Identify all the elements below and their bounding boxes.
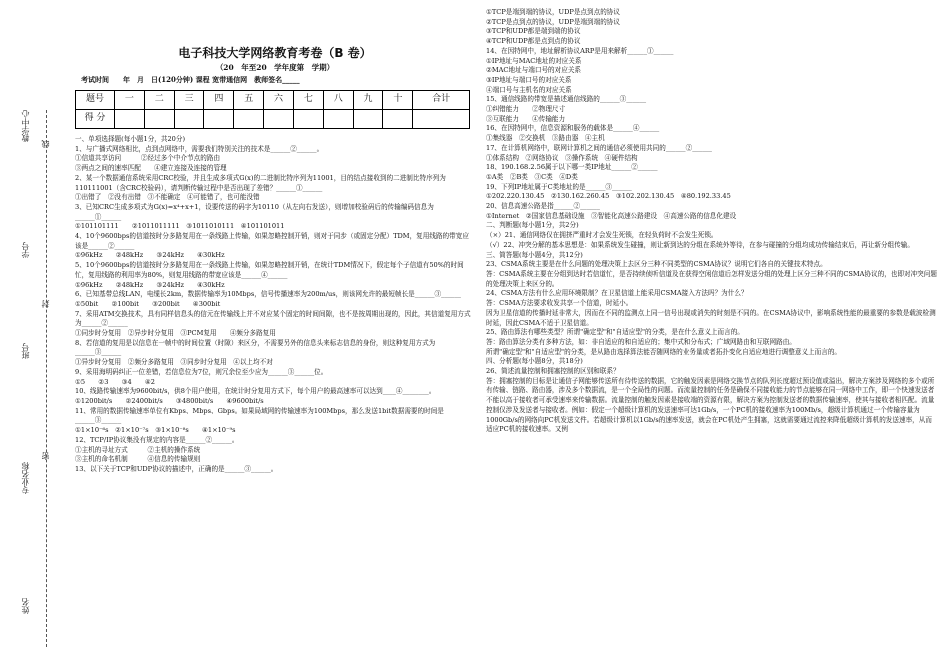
question-line: ①Internet ②国家信息基础设施 ③智能化高速公路建设 ④高速公路的信息化建设 bbox=[486, 211, 737, 220]
question-line: ①体系结构 ②网络协议 ③操作系统 ④硬件结构 bbox=[486, 153, 638, 162]
question-line: 23、CSMA系统主要是在什么问题的处理决策上去区分三种不同类型的CSMA协议？说明它们各自的关键技术特点。 bbox=[486, 260, 827, 269]
question-line: 2、某一个数据通信系统采用CRC校验，并且生成多项式G(x)的二进制比特序列为11001，目的结点接收到的二进制比特序列为110111001（含CRC校验码），请判断传输过程中是否出现了差错？______①______ bbox=[75, 173, 446, 192]
question-line: 答：路由算法分类有多种方法，如：非自适应的和自适应的；集中式和分布式；广域网路由和互联网路由。 bbox=[486, 337, 796, 346]
question-line: 20、信息高速公路是指______②______ bbox=[486, 202, 600, 211]
question-line: ①同步时分复用 ②异步时分复用 ③PCM复用 ④频分多路复用 bbox=[75, 329, 276, 338]
question-line: （×）21、通信网络仅在拥挤严重时才会发生死锁，在轻负荷时不会发生死锁。 bbox=[486, 231, 718, 240]
score-header-cell: 十 bbox=[383, 91, 413, 110]
margin-label-major: 专业名称 bbox=[21, 462, 30, 494]
question-line: 26、简述流量控制和拥塞控制的区别和联系？ bbox=[486, 367, 620, 376]
question-line: ③TCP和UDP都是端到端的协议 bbox=[486, 27, 581, 36]
question-line: 9、采用海明码纠正一位差错，若信息位为7位，则冗余位至少应为______③______位。 bbox=[75, 367, 328, 376]
right-column bbox=[486, 8, 938, 435]
question-line: 19、下列IP地址属于C类地址的是______③______ bbox=[486, 182, 632, 191]
margin-label-class: 班号 bbox=[21, 343, 30, 359]
exam-info: 考试时间 年 月 日(120分钟) 课程 宽带通信网 教师签名_____ bbox=[81, 75, 300, 84]
score-value-cell bbox=[115, 110, 145, 129]
right-questions bbox=[486, 8, 938, 435]
question-line: ①纠错能力 ②物理尺寸 bbox=[486, 105, 566, 114]
question-line: ④TCP和UDP都是点到点的协议 bbox=[486, 37, 581, 46]
margin-seal-low: 密 bbox=[41, 452, 50, 460]
question-line: ①主机的寻址方式 ②主机的操作系统 bbox=[75, 445, 201, 454]
score-value-cell bbox=[323, 110, 353, 129]
margin-seal-line: 线 bbox=[41, 140, 50, 148]
score-value-cell bbox=[413, 110, 470, 129]
question-line: 答：拥塞控制的目标是让通信子网能够传送所有待传送的数据，它的触发因素是网络交换节点的队列长度超过预设值或溢出，解决方案涉及网络的多个或所有传输、链路、路由器，涉及多个数据流，是一个全局性的问题。而流量控制的任务是确保不同接收能力的节点能够在同一网络中工作，即一个快速发送者不能以高于接收者可承受速率来传输数据。流量控制的触发因素是接收端的资源有限，解决方案为控制发送者的数据传输速率，使其与接收者相匹配。流量控制仅涉及发送者与接收者。例如：假定一个超级计算机的发送速率可达1Gb/s，一个PC机的接收速率为100Mb/s，超级计算机通过一个传输容量为1000Gb/s的网络向PC机发送文件。若超级计算机以1Gb/s的速率发送，就会在PC机处产生拥塞，这就需要通过流控来降低超级计算机的发送速率，从而适应PC机的接收速率。又例 bbox=[486, 376, 935, 434]
seal-dashed-line bbox=[46, 110, 47, 647]
question-line: ①202.220.130.45 ②130.162.260.45 ③102.202.130.45 ④80.192.33.45 bbox=[486, 192, 731, 201]
question-line: ①A类 ②B类 ③C类 ④D类 bbox=[486, 172, 578, 181]
score-header-cell: 七 bbox=[293, 91, 323, 110]
question-line: 因为卫星信道的传播时延非常大，因而在不同的监测点上同一信号出现或消失的时刻是不同的。在CSMA协议中，影响系统性能的最重要的参数是载波检测时延，因此CSMA不适于卫星信道。 bbox=[486, 308, 936, 327]
margin-seal-mid: 封 bbox=[41, 300, 50, 308]
score-value-cell bbox=[293, 110, 323, 129]
question-line: ③互联能力 ④传输能力 bbox=[486, 114, 566, 123]
question-line: 12、TCP/IP协议集没有规定的内容是______②______。 bbox=[75, 435, 239, 444]
question-line: 10、线路传输速率为9600bit/s，供8个用户使用，在统计时分复用方式下，每个用户的最高速率可以达到____④________。 bbox=[75, 387, 436, 396]
question-line: 4、10个9600bps的信道按时分多路复用在一条线路上传输，如果忽略控制开销，则对于同步（或固定分配）TDM，复用线路的带宽应该是______②______ bbox=[75, 232, 469, 250]
question-line: 14、在因特网中，地址解析协议ARP是用来解析______①______ bbox=[486, 46, 674, 55]
score-value-cell bbox=[383, 110, 413, 129]
score-header-label: 题号 bbox=[76, 91, 115, 110]
question-line: 3、已知CRC生成多项式为G(x)=x⁴+x+1，设要传送的码字为10110（从左向右发送），则增加校验码后的传输编码信息为______①______ bbox=[75, 202, 434, 221]
score-header-cell: 九 bbox=[353, 91, 383, 110]
score-header-cell: 一 bbox=[115, 91, 145, 110]
question-line: ①出错了 ②没有出错 ③不能确定 ④可能错了，也可能没错 bbox=[75, 193, 260, 202]
question-line: 11、常用的数据传输速率单位有Kbps、Mbps、Gbps。如果局域网的传输速率为100Mbps，那么发送1bit数据需要的时间是______③______ bbox=[75, 406, 444, 425]
question-line: ①信道共享访问 ②经过多个中介节点的路由 bbox=[75, 154, 221, 163]
question-line: 18、190.168.2.56属于以下哪一类IP地址______②______ bbox=[486, 163, 658, 172]
question-line: 16、在因特网中，信息资源和服务的载体是______④______ bbox=[486, 124, 660, 133]
question-line: 三、简答题(每小题4分，共12分) bbox=[486, 250, 583, 259]
margin-label-id: 学号 bbox=[21, 242, 30, 258]
exam-title: 电子科技大学网络教育考卷（B 卷） bbox=[178, 46, 372, 60]
question-line: ③主机的命名机制 ④信息的传输规则 bbox=[75, 455, 201, 464]
question-line: 答：CSMA方法要求收发共享一个信道，时延小。 bbox=[486, 299, 633, 308]
question-line: ①异步时分复用 ②频分多路复用 ③同步时分复用 ④以上均不对 bbox=[75, 358, 273, 367]
score-header-cell: 六 bbox=[264, 91, 294, 110]
question-line: ①TCP是端到端的协议，UDP是点到点的协议 bbox=[486, 8, 620, 16]
question-line: ③两点之间的速率匹配 ④建立连接及连接的管理 bbox=[75, 164, 227, 173]
score-table bbox=[75, 90, 470, 129]
question-line: 四、分析题(每小题8分，共18分) bbox=[486, 357, 583, 366]
question-line: 13、以下关于TCP和UDP协议的描述中，正确的是______③______。 bbox=[75, 464, 278, 473]
margin-label-center: 教学中心 bbox=[21, 110, 30, 142]
question-line: ②MAC地址与端口号的对应关系 bbox=[486, 66, 582, 75]
left-column bbox=[75, 8, 475, 475]
question-line: ①1×10⁻⁶s ②1×10⁻⁷s ③1×10⁻⁸s ④1×10⁻⁹s bbox=[75, 426, 236, 435]
question-line: 17、在计算机网络中，联网计算机之间的通信必须使用共同的______②______ bbox=[486, 143, 712, 152]
question-line: （√）22、冲突分解的基本思想是：如果系统发生碰撞，则让新到达的分组在系统外等待，在参与碰撞的分组均成功传输结束后，再让新分组传输。 bbox=[486, 240, 914, 249]
score-value-cell bbox=[144, 110, 174, 129]
score-header-cell: 三 bbox=[174, 91, 204, 110]
score-value-cell bbox=[353, 110, 383, 129]
score-value-cell bbox=[264, 110, 294, 129]
question-line: 8、若信道的复用是以信息在一帧中的时间位置（时隙）来区分，不需要另外的信息头来标志信息的身份，则这种复用方式为______③______ bbox=[75, 338, 436, 357]
question-line: 一、单项选择题(每小题1分，共20分) bbox=[75, 135, 186, 143]
question-line: ①集线器 ②交换机 ③路由器 ④主机 bbox=[486, 134, 605, 143]
score-header-cell: 五 bbox=[234, 91, 264, 110]
question-line: ④端口号与主机名的对应关系 bbox=[486, 85, 572, 94]
question-line: 6、已知基带总线LAN，电缆长2km，数据传输率为10Mbps，信号传播速率为200m/us，则该网允许的最短帧长是______③______ bbox=[75, 290, 461, 299]
question-line: ①96kHz ②48kHz ③24kHz ④30kHz bbox=[75, 251, 225, 260]
question-line: 5、10个9600bps的信道按时分多路复用在一条线路上传输，如果忽略控制开销，在统计TDM情况下，假定每个子信道有50%的时间忙，复用线路的利用率为80%，则复用线路的带宽应该是______④______ bbox=[75, 261, 464, 279]
margin-label-name: 姓名 bbox=[21, 598, 30, 614]
question-line: 15、通信线路的带宽是描述通信线路的______③______ bbox=[486, 95, 647, 104]
question-line: ①96kHz ②48kHz ③24kHz ④30kHz bbox=[75, 280, 225, 289]
score-header-cell: 二 bbox=[144, 91, 174, 110]
question-line: 答：CSMA系统主要在分组到达时若信道忙，是否持续侦听信道及在获得空闲信道后怎样发送分组的处理上区分三种不同的CSMA协议的，也即对冲突问题的处理决策上来区分的。 bbox=[486, 269, 937, 288]
score-value-cell bbox=[234, 110, 264, 129]
exam-subtitle: （20 年至20 学年度第 学期） bbox=[215, 63, 335, 72]
score-header-cell: 合计 bbox=[413, 91, 470, 110]
question-line: 7、采用ATM交换技术，具有同样信息头的信元在传输线上并不对应某个固定的时间间隙，也不是按周期出现的，因此，其信道复用方式为______②______ bbox=[75, 309, 471, 328]
question-line: ②TCP是点到点的协议，UDP是端到端的协议 bbox=[486, 17, 620, 26]
question-line: 25、路由算法有哪些类型？所谓"确定型"和"自适应型"的分类，是在什么意义上而言的。 bbox=[486, 328, 744, 337]
question-line: ①50bit ②100bit ③200bit ④300bit bbox=[75, 299, 221, 308]
question-line: ①101101111 ②1011011111 ③1011010111 ④101101011 bbox=[75, 222, 285, 231]
score-value-cell bbox=[204, 110, 234, 129]
score-header-row bbox=[76, 91, 470, 110]
score-header-cell: 四 bbox=[204, 91, 234, 110]
score-header-cell: 八 bbox=[323, 91, 353, 110]
score-row-label: 得 分 bbox=[76, 110, 115, 129]
question-line: 1、与广播式网络相比，点到点网络中，需要我们特别关注的技术是______②______。 bbox=[75, 144, 324, 153]
left-questions bbox=[75, 135, 475, 475]
question-line: 所谓"确定型"和"自适应型"的分类，是从路由选择算法能否随网络的业务量或者拓扑变化自适应地进行调整意义上而言的。 bbox=[486, 347, 842, 356]
score-value-cell bbox=[174, 110, 204, 129]
question-line: ①IP地址与MAC地址的对应关系 bbox=[486, 56, 582, 65]
question-line: ①5 ②3 ③4 ④2 bbox=[75, 377, 155, 386]
question-line: 二、判断题(每小题1分，共2分) bbox=[486, 221, 579, 230]
question-line: ③IP地址与端口号的对应关系 bbox=[486, 75, 572, 84]
question-line: 24、CSMA方法有什么应用环境限制？在卫星信道上能采用CSMA接入方法吗？为什么？ bbox=[486, 289, 748, 298]
score-value-row bbox=[76, 110, 470, 129]
question-line: ①1200bit/s ②2400bit/s ③4800bit/s ④9600bit/s bbox=[75, 396, 264, 405]
